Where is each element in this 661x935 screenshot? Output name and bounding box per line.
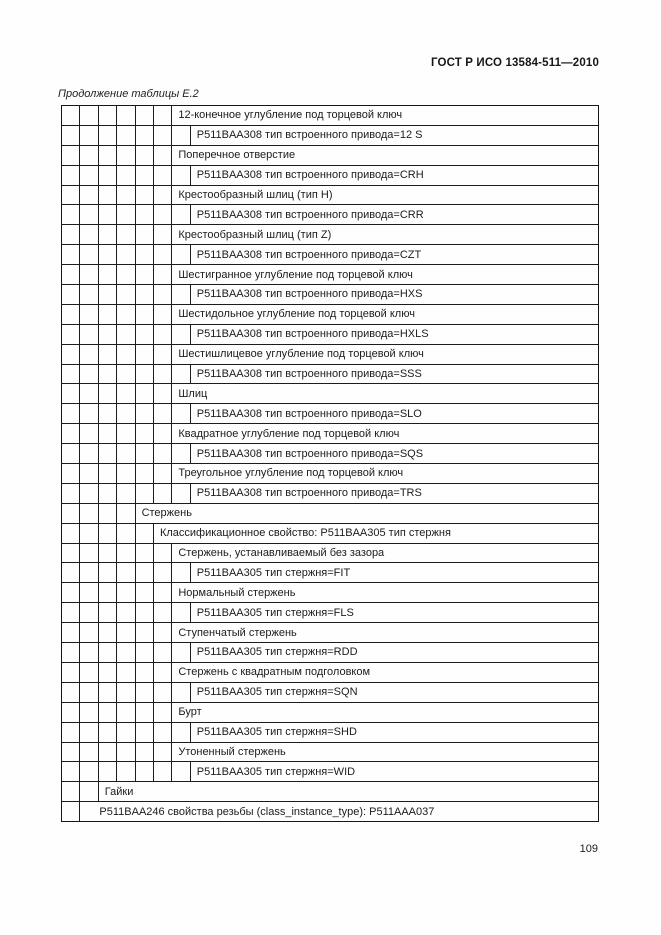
indent-cell (62, 563, 80, 582)
indent-cell (99, 225, 117, 244)
indent-cell (154, 384, 172, 403)
row-text: P511BAA308 тип встроенного привода=CZT (196, 248, 422, 261)
indent-cell (154, 544, 172, 563)
indent-cell (117, 583, 135, 602)
row-text: P511BAA308 тип встроенного привода=SQS (196, 447, 424, 460)
indent-cell (136, 225, 154, 244)
indent-cell (172, 484, 190, 503)
indent-cell (99, 484, 117, 503)
indent-cell (117, 544, 135, 563)
indent-cell (117, 484, 135, 503)
indent-cell (154, 603, 172, 622)
indent-cell (172, 603, 190, 622)
indent-cell (62, 365, 80, 384)
row-text: P511BAA308 тип встроенного привода=SLO (196, 407, 422, 420)
indent-cell (99, 365, 117, 384)
indent-cell (172, 643, 190, 662)
indent-cell (172, 444, 190, 463)
indent-cell (172, 365, 190, 384)
indent-cell (99, 444, 117, 463)
indent-cell (99, 583, 117, 602)
indent-cell (99, 424, 117, 443)
indent-cell (154, 106, 172, 125)
row-text: P511BAA308 тип встроенного привода=CRH (196, 169, 424, 182)
table-row (62, 325, 598, 345)
table-row (62, 345, 598, 365)
indent-cell (117, 663, 135, 682)
indent-cell (117, 504, 135, 523)
indent-cell (136, 146, 154, 165)
indent-cell (154, 285, 172, 304)
indent-cell (136, 524, 154, 543)
indent-cell (80, 683, 98, 702)
indent-cell (136, 544, 154, 563)
indent-cell (136, 186, 154, 205)
indent-cell (154, 683, 172, 702)
indent-cell (154, 365, 172, 384)
indent-cell (99, 166, 117, 185)
indent-cell (62, 404, 80, 423)
indent-cell (80, 186, 98, 205)
row-text: P511BAA305 тип стержня=SHD (196, 726, 357, 739)
indent-cell (99, 384, 117, 403)
indent-cell (136, 345, 154, 364)
indent-cell (117, 225, 135, 244)
table-row (62, 544, 598, 564)
indent-cell (154, 464, 172, 483)
indent-cell (136, 643, 154, 662)
table-row (62, 106, 598, 126)
indent-cell (80, 504, 98, 523)
indent-cell (117, 305, 135, 324)
indent-cell (117, 106, 135, 125)
row-text: Классификационное свойство: P511BAA305 тип стержня (159, 527, 451, 540)
indent-cell (62, 245, 80, 264)
indent-cell (172, 563, 190, 582)
indent-cell (136, 365, 154, 384)
indent-cell (154, 762, 172, 781)
indent-cell (80, 265, 98, 284)
indent-cell (154, 583, 172, 602)
row-text: P511BAA308 тип встроенного привода=HXS (196, 288, 423, 301)
indent-cell (172, 325, 190, 344)
indent-cell (117, 444, 135, 463)
indent-cell (80, 305, 98, 324)
indent-cell (117, 643, 135, 662)
indent-cell (117, 404, 135, 423)
table-row (62, 524, 598, 544)
indent-cell (117, 245, 135, 264)
indent-cell (62, 762, 80, 781)
indent-cell (99, 623, 117, 642)
indent-cell (117, 325, 135, 344)
table-row (62, 703, 598, 723)
indent-cell (172, 205, 190, 224)
row-text: Гайки (104, 785, 134, 798)
indent-cell (117, 683, 135, 702)
table-row (62, 166, 598, 186)
indent-cell (154, 703, 172, 722)
indent-cell (80, 583, 98, 602)
indent-cell (62, 265, 80, 284)
table-row (62, 186, 598, 206)
row-text: P511BAA305 тип стержня=FIT (196, 566, 351, 579)
indent-cell (99, 762, 117, 781)
indent-cell (117, 265, 135, 284)
indent-cell (117, 623, 135, 642)
indent-cell (172, 762, 190, 781)
row-text: P511BAA308 тип встроенного привода=TRS (196, 487, 422, 500)
indent-cell (62, 186, 80, 205)
indent-cell (154, 186, 172, 205)
indent-cell (62, 464, 80, 483)
indent-cell (80, 603, 98, 622)
indent-cell (154, 126, 172, 145)
indent-cell (99, 325, 117, 344)
table-row (62, 762, 598, 782)
indent-cell (80, 464, 98, 483)
row-text: 12-конечное углубление под торцевой ключ (178, 109, 403, 122)
indent-cell (99, 404, 117, 423)
row-text: Поперечное отверстие (178, 149, 296, 162)
indent-cell (136, 126, 154, 145)
indent-cell (154, 325, 172, 344)
indent-cell (172, 723, 190, 742)
indent-cell (80, 245, 98, 264)
table-row (62, 245, 598, 265)
indent-cell (80, 782, 98, 801)
table-row (62, 384, 598, 404)
indent-cell (99, 205, 117, 224)
row-text: Крестообразный шлиц (тип Z) (178, 228, 332, 241)
indent-cell (117, 464, 135, 483)
indent-cell (172, 404, 190, 423)
indent-cell (136, 424, 154, 443)
table-row (62, 663, 598, 683)
indent-cell (62, 345, 80, 364)
row-text: P511BAA308 тип встроенного привода=CRR (196, 208, 424, 221)
indent-cell (62, 723, 80, 742)
indent-cell (99, 464, 117, 483)
indent-cell (62, 285, 80, 304)
indent-cell (80, 544, 98, 563)
row-text: Квадратное углубление под торцевой ключ (178, 427, 400, 440)
indent-cell (136, 325, 154, 344)
indent-cell (154, 643, 172, 662)
indent-cell (62, 146, 80, 165)
indent-cell (80, 384, 98, 403)
indent-cell (80, 643, 98, 662)
indent-cell (117, 524, 135, 543)
table-row (62, 365, 598, 385)
indent-cell (99, 683, 117, 702)
table-row (62, 424, 598, 444)
row-text: Шлиц (178, 387, 208, 400)
indent-cell (154, 146, 172, 165)
indent-cell (136, 305, 154, 324)
table-row (62, 265, 598, 285)
table-row (62, 603, 598, 623)
document-standard-header: ГОСТ Р ИСО 13584-511—2010 (430, 57, 599, 69)
indent-cell (154, 305, 172, 324)
indent-cell (80, 563, 98, 582)
row-text: Шестигранное углубление под торцевой ключ (178, 268, 413, 281)
indent-cell (62, 802, 80, 821)
indent-cell (172, 683, 190, 702)
indent-cell (80, 623, 98, 642)
indent-cell (117, 424, 135, 443)
indent-cell (80, 762, 98, 781)
indent-cell (99, 563, 117, 582)
table-row (62, 802, 598, 821)
indent-cell (172, 166, 190, 185)
table-row (62, 484, 598, 504)
row-text: P511BAA305 тип стержня=WID (196, 765, 356, 778)
indent-cell (117, 384, 135, 403)
indent-cell (136, 723, 154, 742)
row-text: P511BAA305 тип стержня=FLS (196, 606, 354, 619)
indent-cell (117, 563, 135, 582)
indent-cell (80, 225, 98, 244)
indent-cell (62, 504, 80, 523)
indent-cell (117, 723, 135, 742)
indent-cell (154, 404, 172, 423)
row-text: Стержень (141, 507, 192, 520)
row-text: P511BAA246 свойства резьбы (class_instance_type): P511AAA037 (99, 805, 435, 818)
indent-cell (99, 126, 117, 145)
indent-cell (99, 504, 117, 523)
indent-cell (154, 225, 172, 244)
row-text: P511BAA308 тип встроенного привода=12 S (196, 129, 423, 142)
indent-cell (154, 166, 172, 185)
table-row (62, 623, 598, 643)
table-row (62, 126, 598, 146)
indent-cell (154, 743, 172, 762)
table-row (62, 305, 598, 325)
indent-cell (62, 126, 80, 145)
table-row (62, 225, 598, 245)
row-text: P511BAA308 тип встроенного привода=SSS (196, 368, 422, 381)
row-text: Треугольное углубление под торцевой ключ (178, 467, 404, 480)
indent-cell (80, 444, 98, 463)
indent-cell (136, 623, 154, 642)
table-row (62, 563, 598, 583)
indent-cell (154, 563, 172, 582)
indent-cell (117, 126, 135, 145)
indent-cell (154, 205, 172, 224)
indent-cell (136, 106, 154, 125)
table-continuation-caption: Продолжение таблицы Е.2 (58, 88, 199, 100)
table-row (62, 205, 598, 225)
indent-cell (62, 305, 80, 324)
indent-cell (136, 484, 154, 503)
indent-cell (99, 305, 117, 324)
indent-cell (99, 186, 117, 205)
indent-cell (136, 663, 154, 682)
indent-cell (62, 384, 80, 403)
table-row (62, 285, 598, 305)
table-row (62, 504, 598, 524)
indent-cell (62, 424, 80, 443)
table-row (62, 146, 598, 166)
indent-cell (99, 146, 117, 165)
indent-cell (80, 404, 98, 423)
indent-cell (62, 623, 80, 642)
indent-cell (99, 285, 117, 304)
indent-cell (117, 762, 135, 781)
indent-cell (117, 703, 135, 722)
indent-cell (117, 146, 135, 165)
indent-cell (136, 285, 154, 304)
indent-cell (80, 365, 98, 384)
indent-cell (62, 683, 80, 702)
indent-cell (99, 265, 117, 284)
indent-cell (136, 444, 154, 463)
indent-cell (136, 762, 154, 781)
indent-cell (80, 106, 98, 125)
indent-cell (172, 245, 190, 264)
indent-cell (136, 743, 154, 762)
indent-cell (154, 265, 172, 284)
table-row (62, 723, 598, 743)
indent-cell (80, 723, 98, 742)
row-text: Шестидольное углубление под торцевой ключ (178, 308, 415, 321)
indent-cell (136, 404, 154, 423)
indent-cell (99, 524, 117, 543)
indent-cell (80, 166, 98, 185)
indent-cell (136, 683, 154, 702)
indent-cell (99, 345, 117, 364)
indent-cell (80, 205, 98, 224)
indent-cell (62, 603, 80, 622)
row-text: Нормальный стержень (178, 586, 296, 599)
indent-cell (80, 743, 98, 762)
indent-cell (80, 703, 98, 722)
indent-cell (80, 325, 98, 344)
indent-cell (136, 563, 154, 582)
indent-cell (99, 544, 117, 563)
indent-cell (80, 126, 98, 145)
indent-cell (99, 106, 117, 125)
table-row (62, 444, 598, 464)
indent-cell (154, 723, 172, 742)
indent-cell (62, 225, 80, 244)
indent-cell (62, 444, 80, 463)
indent-cell (172, 126, 190, 145)
indent-cell (136, 265, 154, 284)
indent-cell (80, 663, 98, 682)
indent-cell (80, 345, 98, 364)
table-row (62, 464, 598, 484)
indent-cell (117, 166, 135, 185)
indent-cell (62, 524, 80, 543)
indent-cell (62, 544, 80, 563)
indent-cell (136, 583, 154, 602)
indent-cell (136, 245, 154, 264)
indent-cell (117, 186, 135, 205)
indent-cell (154, 345, 172, 364)
row-text: P511BAA305 тип стержня=RDD (196, 646, 358, 659)
indent-cell (80, 146, 98, 165)
indent-cell (99, 663, 117, 682)
indent-cell (136, 464, 154, 483)
indent-cell (154, 663, 172, 682)
indent-cell (154, 484, 172, 503)
row-text: Бурт (178, 706, 202, 719)
indent-cell (62, 663, 80, 682)
row-text: P511BAA308 тип встроенного привода=HXLS (196, 328, 429, 341)
indent-cell (99, 245, 117, 264)
indent-cell (62, 643, 80, 662)
row-text: Стержень, устанавливаемый без зазора (178, 547, 385, 560)
indent-cell (80, 424, 98, 443)
indent-cell (99, 743, 117, 762)
table-row (62, 743, 598, 763)
row-text: Утоненный стержень (178, 745, 286, 758)
indent-cell (80, 524, 98, 543)
indent-cell (62, 166, 80, 185)
indent-cell (62, 583, 80, 602)
indent-cell (154, 444, 172, 463)
indent-cell (62, 106, 80, 125)
indent-cell (99, 603, 117, 622)
table-row (62, 583, 598, 603)
indent-cell (62, 782, 80, 801)
page-number: 109 (579, 843, 598, 855)
row-text: Стержень с квадратным подголовком (178, 666, 371, 679)
row-text: Крестообразный шлиц (тип H) (178, 189, 333, 201)
indent-cell (154, 623, 172, 642)
indent-cell (99, 643, 117, 662)
indent-cell (117, 743, 135, 762)
indent-cell (62, 484, 80, 503)
indent-cell (80, 285, 98, 304)
classification-hierarchy-table (61, 105, 599, 822)
indent-cell (99, 723, 117, 742)
indent-cell (172, 285, 190, 304)
row-text: P511BAA305 тип стержня=SQN (196, 686, 358, 699)
table-row (62, 683, 598, 703)
indent-cell (136, 603, 154, 622)
indent-cell (62, 703, 80, 722)
indent-cell (62, 743, 80, 762)
indent-cell (117, 205, 135, 224)
indent-cell (154, 424, 172, 443)
table-row (62, 404, 598, 424)
indent-cell (117, 365, 135, 384)
table-row (62, 782, 598, 802)
indent-cell (117, 285, 135, 304)
indent-cell (136, 205, 154, 224)
indent-cell (117, 603, 135, 622)
indent-cell (80, 484, 98, 503)
row-text: Ступенчатый стержень (178, 626, 297, 639)
indent-cell (99, 703, 117, 722)
indent-cell (136, 703, 154, 722)
indent-cell (154, 245, 172, 264)
row-text: Шестишлицевое углубление под торцевой ключ (178, 348, 424, 361)
indent-cell (62, 325, 80, 344)
indent-cell (136, 384, 154, 403)
table-row (62, 643, 598, 663)
indent-cell (117, 345, 135, 364)
indent-cell (62, 205, 80, 224)
indent-cell (136, 166, 154, 185)
